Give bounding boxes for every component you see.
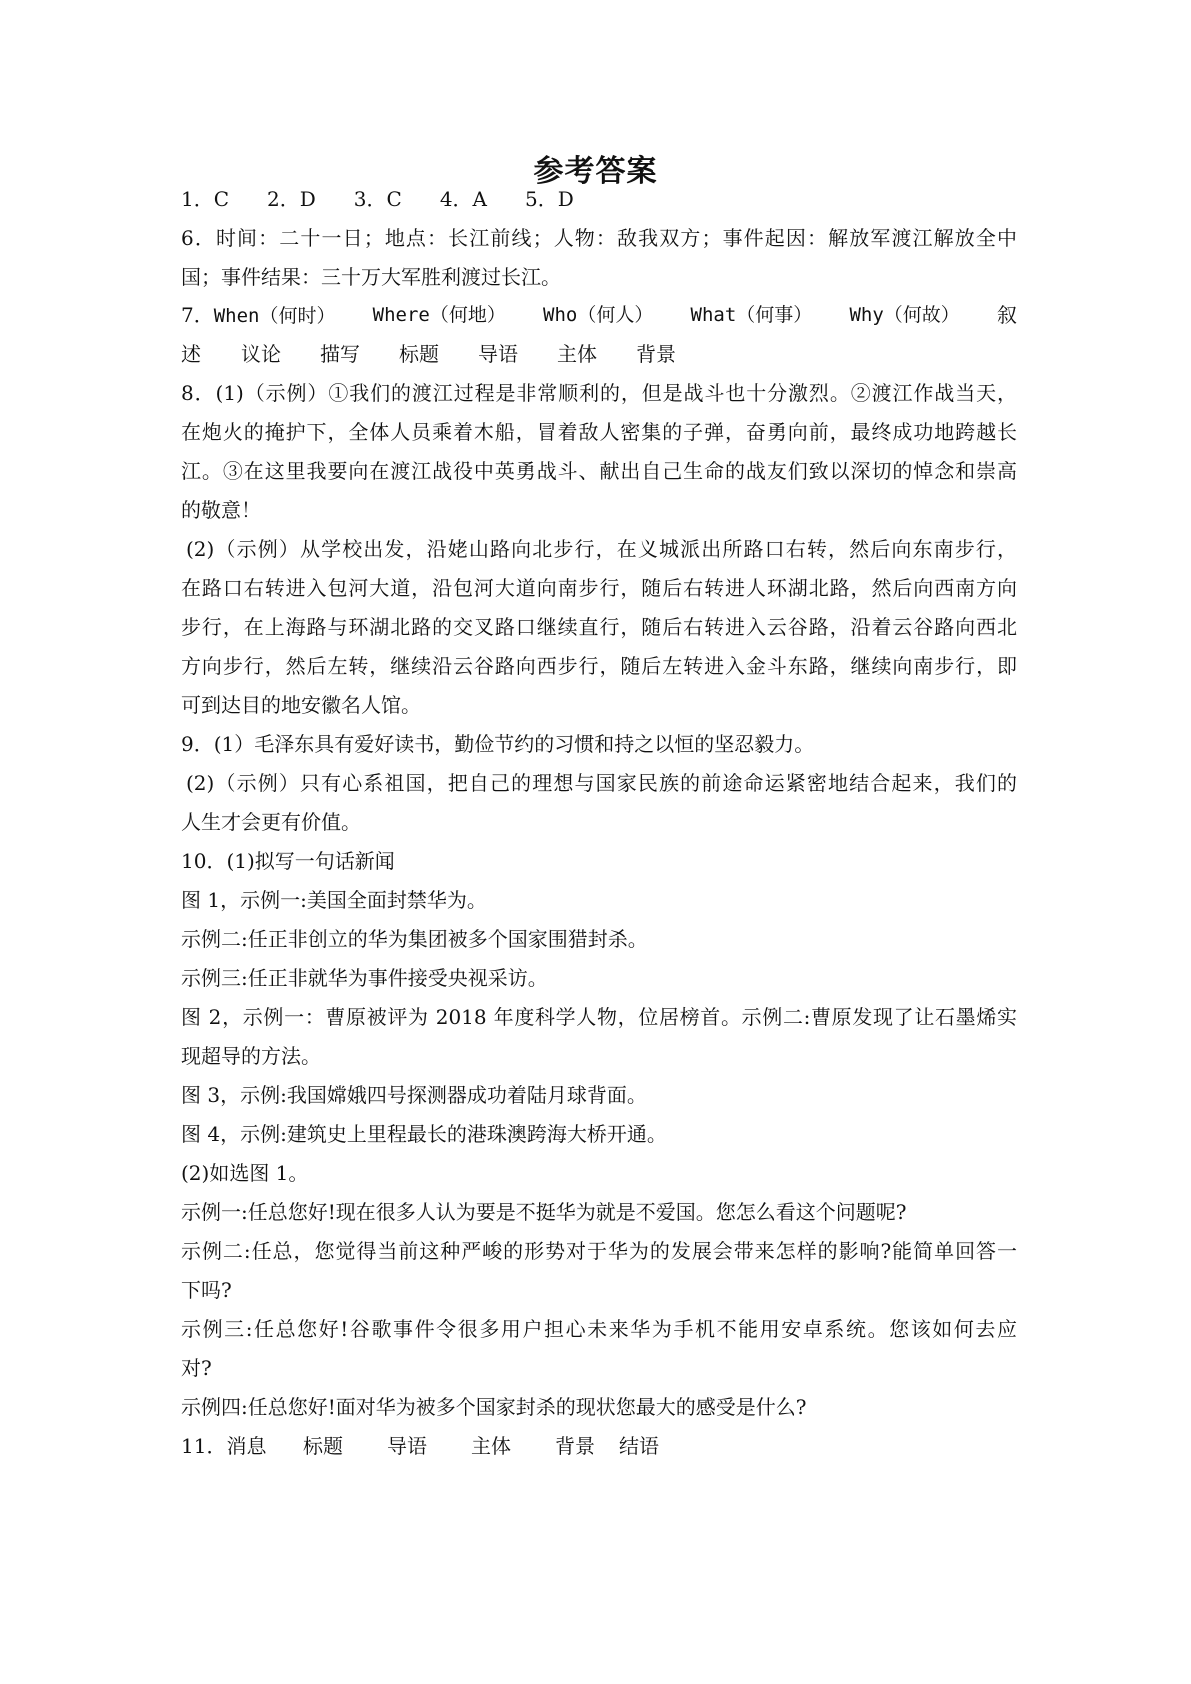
answer-10-fig2-line-2: 现超导的方法。 (181, 1044, 321, 1068)
answer-11-headline: 标题 (303, 1434, 343, 1458)
answer-11-news: 11．消息 (181, 1434, 267, 1458)
answer-11 (181, 1433, 1017, 1459)
answer-2: 2．D (267, 187, 316, 211)
answer-8-2-line-5: 可到达目的地安徽名人馆。 (181, 693, 421, 717)
answer-7-row-2 (181, 341, 1017, 367)
answer-10-heading: 10．(1)拟写一句话新闻 (181, 849, 395, 873)
answer-7-body: 主体 (557, 342, 597, 366)
answer-8-2-line-2: 在路口右转进入包河大道，沿包河大道向南步行，随后右转进人环湖北路，然后向西南方向 (181, 576, 1017, 600)
answer-8-1-line-4: 的敬意！ (181, 498, 261, 522)
answer-7-who: Who（何人） (543, 304, 654, 326)
answer-8-1-line-2: 在炮火的掩护下，全体人员乘着木船，冒着敌人密集的子弹，奋勇向前，最终成功地跨越长 (181, 420, 1017, 444)
answer-10-fig2-line-1: 图 2，示例一：曹原被评为 2018 年度科学人物，位居榜首。示例二:曹原发现了让石墨烯实 (181, 1005, 1017, 1029)
answer-7-background: 背景 (636, 342, 676, 366)
answer-9-2-line-1: (2)（示例）只有心系祖国，把自己的理想与国家民族的前途命运紧密地结合起来，我们的 (186, 771, 1017, 795)
answer-9-2-line-2: 人生才会更有价值。 (181, 810, 361, 834)
answer-8-1-line-3: 江。③在这里我要向在渡江战役中英勇战斗、献出自己生命的战友们致以深切的悼念和崇高 (181, 459, 1017, 483)
answer-7-narrate-end: 述 (181, 342, 201, 366)
answer-7-why: Why（何故） (849, 304, 960, 326)
page-title: 参考答案 (533, 154, 658, 189)
answer-8-2-line-3: 步行，在上海路与环湖北路的交叉路口继续直行，随后右转进入云谷路，沿着云谷路向西北 (181, 615, 1017, 639)
answer-7-lead: 导语 (478, 342, 518, 366)
answer-8-1-line-1: 8．(1)（示例）①我们的渡江过程是非常顺利的，但是战斗也十分激烈。②渡江作战当天， (181, 381, 1017, 405)
answer-10-question-3-line-2: 对? (181, 1356, 212, 1380)
answer-8-2-line-4: 方向步行，然后左转，继续沿云谷路向西步行，随后左转进入金斗东路，继续向南步行，即 (181, 654, 1017, 678)
answer-7-row-1 (181, 302, 1017, 329)
answer-10-fig3: 图 3，示例:我国嫦娥四号探测器成功着陆月球背面。 (181, 1083, 647, 1107)
answer-10-question-2-line-1: 示例二:任总，您觉得当前这种严峻的形势对于华为的发展会带来怎样的影响?能简单回答一 (181, 1239, 1017, 1263)
answer-11-body: 主体 (471, 1434, 511, 1458)
answer-11-conclusion: 结语 (619, 1434, 659, 1458)
answer-7-number: 7． (181, 303, 214, 327)
answer-7-when-text: When（何时） (213, 305, 336, 327)
answer-1: 1．C (181, 187, 230, 211)
answer-10-fig1-example-2: 示例二:任正非创立的华为集团被多个国家围猎封杀。 (181, 927, 648, 951)
answer-11-lead: 导语 (387, 1434, 427, 1458)
answer-7-what: What（何事） (690, 304, 813, 326)
answer-7-when (181, 302, 336, 329)
answer-5: 5．D (525, 187, 574, 211)
answer-7-narrate-start: 叙 (996, 303, 1017, 327)
answer-7-describe: 描写 (320, 342, 360, 366)
answer-10-question-2-line-2: 下吗? (181, 1278, 232, 1302)
answer-6-line-1: 6．时间：二十一日；地点：长江前线；人物：敌我双方；事件起因：解放军渡江解放全中 (181, 226, 1017, 250)
answer-7-headline: 标题 (399, 342, 439, 366)
answer-10-fig1-example-1: 图 1，示例一:美国全面封禁华为。 (181, 888, 487, 912)
answer-10-fig4: 图 4，示例:建筑史上里程最长的港珠澳跨海大桥开通。 (181, 1122, 667, 1146)
answers-1-5 (181, 186, 1017, 212)
answer-4: 4．A (439, 187, 487, 211)
answer-10-question-1: 示例一:任总您好!现在很多人认为要是不挺华为就是不爱国。您怎么看这个问题呢? (181, 1200, 907, 1224)
answer-8-2-line-1: (2)（示例）从学校出发，沿姥山路向北步行，在义城派出所路口右转，然后向东南步行， (186, 537, 1017, 561)
answer-10-part-2: (2)如选图 1。 (181, 1161, 309, 1185)
answer-3: 3．C (353, 187, 402, 211)
answer-7-where: Where（何地） (372, 304, 506, 326)
answer-10-fig1-example-3: 示例三:任正非就华为事件接受央视采访。 (181, 966, 548, 990)
answer-10-question-3-line-1: 示例三:任总您好!谷歌事件令很多用户担心未来华为手机不能用安卓系统。您该如何去应 (181, 1317, 1017, 1341)
answer-11-background: 背景 (555, 1434, 595, 1458)
answer-10-question-4: 示例四:任总您好!面对华为被多个国家封杀的现状您最大的感受是什么? (181, 1395, 807, 1419)
answer-9-1: 9．(1）毛泽东具有爱好读书，勤俭节约的习惯和持之以恒的坚忍毅力。 (181, 732, 815, 756)
answer-6-line-2: 国；事件结果：三十万大军胜利渡过长江。 (181, 265, 561, 289)
answer-7-argue: 议论 (241, 342, 281, 366)
